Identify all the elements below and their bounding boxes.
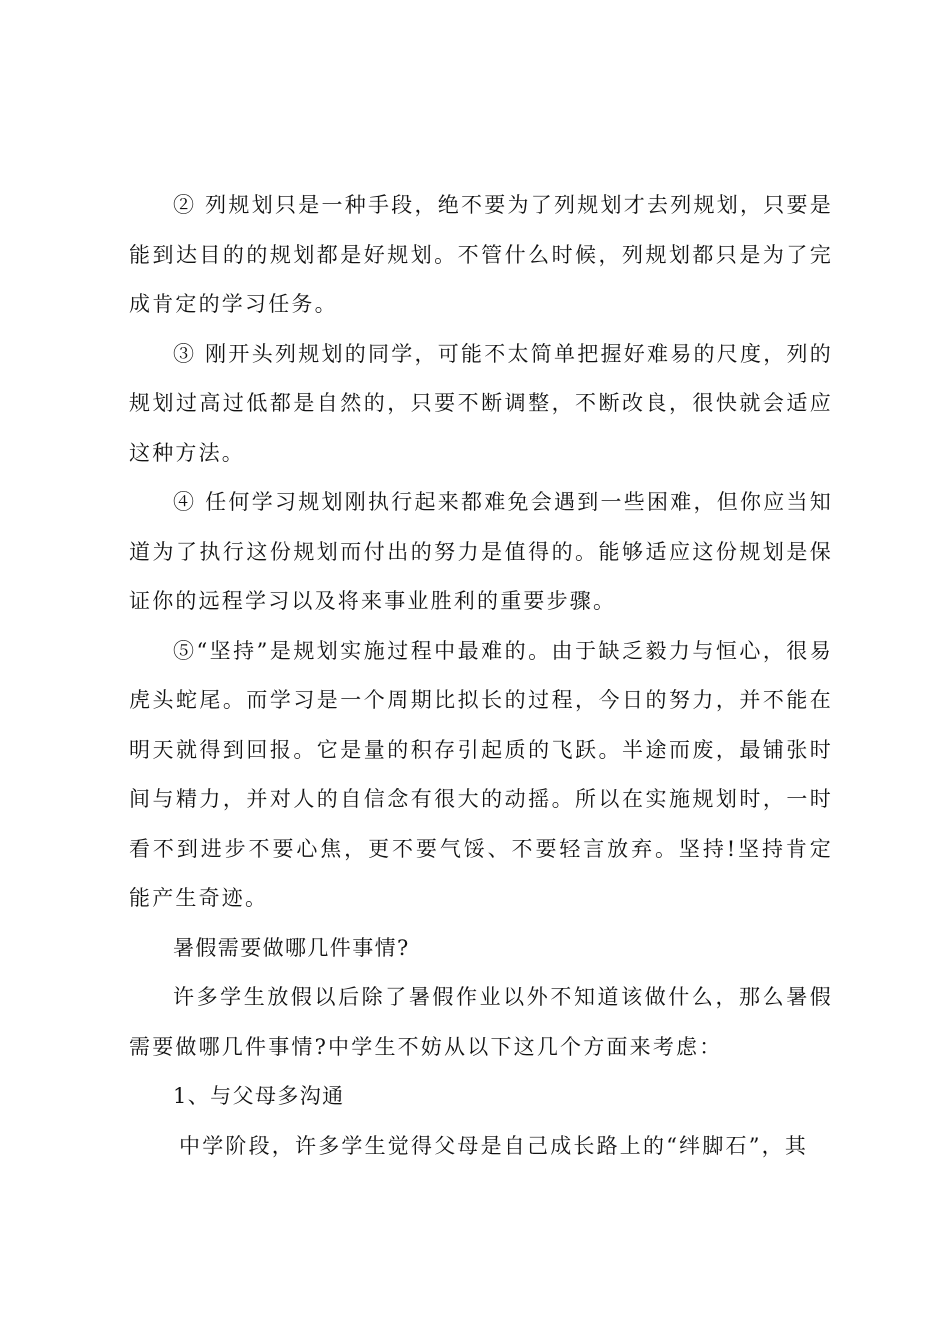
section-heading-summer-tasks: 暑假需要做哪几件事情? [173,935,410,960]
paragraph-point-4: ④ 任何学习规划刚执行起来都难免会遇到一些困难，但你应当知道为了执行这份规划而付出的努力是值得的。能够适应这份规划是保证你的远程学习以及将来事业胜利的重要步骤。 [129,490,833,613]
paragraph-summer-intro: 许多学生放假以后除了暑假作业以外不知道该做什么，那么暑假需要做哪几件事情?中学生不妨从以下这几个方面来考虑： [129,985,833,1059]
subheading-communicate-parents: 1、与父母多沟通 [173,1084,345,1108]
paragraph-point-5: ⑤“坚持”是规划实施过程中最难的。由于缺乏毅力与恒心，很易虎头蛇尾。而学习是一个周期比拟长的过程，今日的努力，并不能在明天就得到回报。它是量的积存引起质的飞跃。半途而废，最铺张时间与精力，并对人的自信念有很大的动摇。所以在实施规划时，一时看不到进步不要心焦，更不要气馁、不要轻言放弃。坚持!坚持肯定能产生奇迹。 [129,638,833,910]
paragraph-point-3: ③ 刚开头列规划的同学，可能不太简单把握好难易的尺度，列的规划过高过低都是自然的，只要不断调整，不断改良，很快就会适应这种方法。 [129,341,833,465]
document-body [129,181,833,1171]
paragraph-middle-school: 中学阶段，许多学生觉得父母是自己成长路上的“绊脚石”，其 [179,1133,809,1158]
paragraph-point-2: ② 列规划只是一种手段，绝不要为了列规划才去列规划，只要是能到达目的的规划都是好规划。不管什么时候，列规划都只是为了完成肯定的学习任务。 [129,193,833,316]
